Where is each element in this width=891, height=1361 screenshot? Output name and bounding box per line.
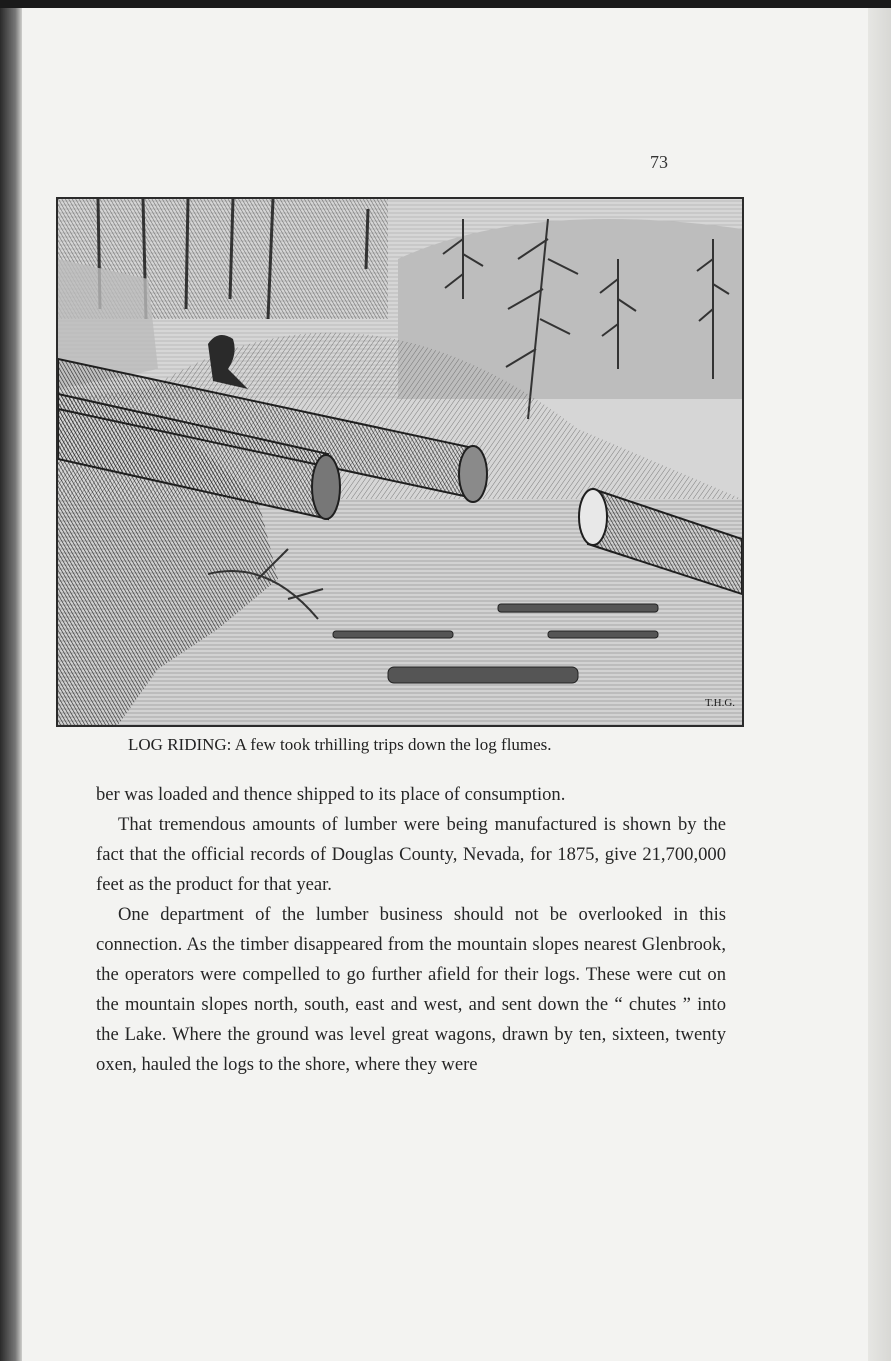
illustrator-signature: T.H.G. [705, 697, 736, 709]
figure-caption: LOG RIDING: A few took trhilling trips down the log flumes. [128, 735, 552, 754]
book-spine-shadow [0, 8, 22, 1361]
page-number: 73 [650, 152, 668, 172]
body-text [96, 780, 726, 1080]
paragraph-3: One department of the lumber business should not be overlooked in this connection. As the timber disappeared from the mountain slopes nearest Glenbrook, the operators were compelled to go further afield for their logs. These were cut on the mountain slopes north, south, east and west, and sent down the “ chutes ” into the Lake. Where the ground was level great wagons, drawn by ten, sixteen, twenty oxen, hauled the logs to the shore, where they were [96, 904, 726, 1075]
page-edge [868, 8, 891, 1361]
log-riding-illustration [56, 197, 744, 727]
paragraph-1: ber was loaded and thence shipped to its place of consumption. [96, 784, 566, 805]
paragraph-2: That tremendous amounts of lumber were being manufactured is shown by the fact that the official records of Douglas County, Nevada, for 1875, give 21,700,000 feet as the product for that year. [96, 814, 726, 895]
engraving-log-flume-icon [58, 199, 742, 725]
